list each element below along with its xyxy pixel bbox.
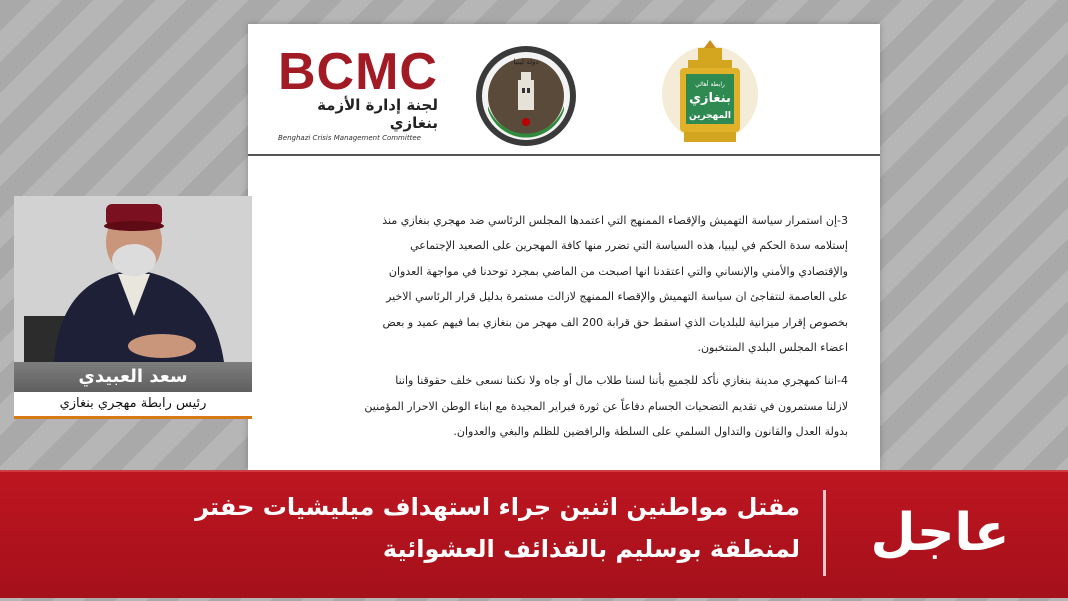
seal-caption: دولة ليبيا xyxy=(513,58,539,66)
headline-line-2: لمنطقة بوسليم بالقذائف العشوائية xyxy=(382,535,800,563)
breaking-label: عاجل xyxy=(870,503,1010,563)
speaker-title: رئيس رابطة مهجري بنغازي xyxy=(14,392,252,419)
paragraph-3: 3-إن استمرار سياسة التهميش والإقصاء الممنهج التي اعتمدها المجلس الرئاسي ضد مهجري بنغازي منذ إستلامه سدة الحكم في ليبيا، هذه السياسة التي تضرر منها كافة المهجرين على الصعيد الإجتماعي والإقتصادي والأمني والإنساني والتي اعتقدنا انها اصبحت من الماضي بمجرد توحدنا في مواجهة العدوان على العاصمة لنتفاجئ ان سياسة التهميش والإقصاء الممنهج لازالت مستمرة بدليل قرار الرئاسي الاخير بخصوص إقرار ميزانية للبلديات الذي اسقط حق قرابة 200 الف مهجر من بنغازي بما فيهم عميد و بعض اعضاء المجلس البلدي المنتخبون. xyxy=(382,214,848,355)
speaker-name: سعد العبيدي xyxy=(14,362,252,392)
libya-state-seal xyxy=(474,44,578,148)
migrants-logo-top: رابطة أهالي xyxy=(695,81,725,88)
bcmc-logo-title: BCMC xyxy=(278,43,438,101)
bcmc-logo xyxy=(278,43,438,146)
breaking-headline xyxy=(40,486,800,570)
bcmc-logo-arabic: لجنة إدارة الأزمة بنغازي xyxy=(317,96,438,132)
speaker-name-plate xyxy=(14,362,252,420)
bcmc-logo-english: Benghazi Crisis Management Committee xyxy=(278,134,421,142)
breaking-news-banner xyxy=(0,470,1068,598)
migrants-logo-bottom: المهجرين xyxy=(688,111,732,121)
letterhead-divider xyxy=(248,154,880,156)
migrants-association-logo xyxy=(658,38,762,148)
document-page xyxy=(248,24,880,470)
speaker-inset xyxy=(14,196,252,420)
document-letterhead xyxy=(248,24,880,154)
paragraph-4: 4-اننا كمهجري مدينة بنغازي نأكد للجميع بأننا لسنا طلاب مال أو جاه ولا نكننا نسعى خلف حقوقنا واننا لازلنا مستمرون في تقديم التضحيات الجسام دفاعاً عن ثورة فبراير المجيدة مع ابناء الوطن الاحرار المؤمنين بدولة العدل والقانون والتداول السلمي على السلطة والرافضين للظلم والبغي والعدوان. xyxy=(364,374,848,439)
migrants-logo-mid: بنغازي xyxy=(689,91,731,106)
headline-line-1: مقتل مواطنين اثنين جراء استهداف ميليشيات حفتر xyxy=(195,493,800,521)
banner-divider xyxy=(823,490,826,576)
document-body xyxy=(288,208,848,453)
speaker-photo xyxy=(14,196,252,362)
